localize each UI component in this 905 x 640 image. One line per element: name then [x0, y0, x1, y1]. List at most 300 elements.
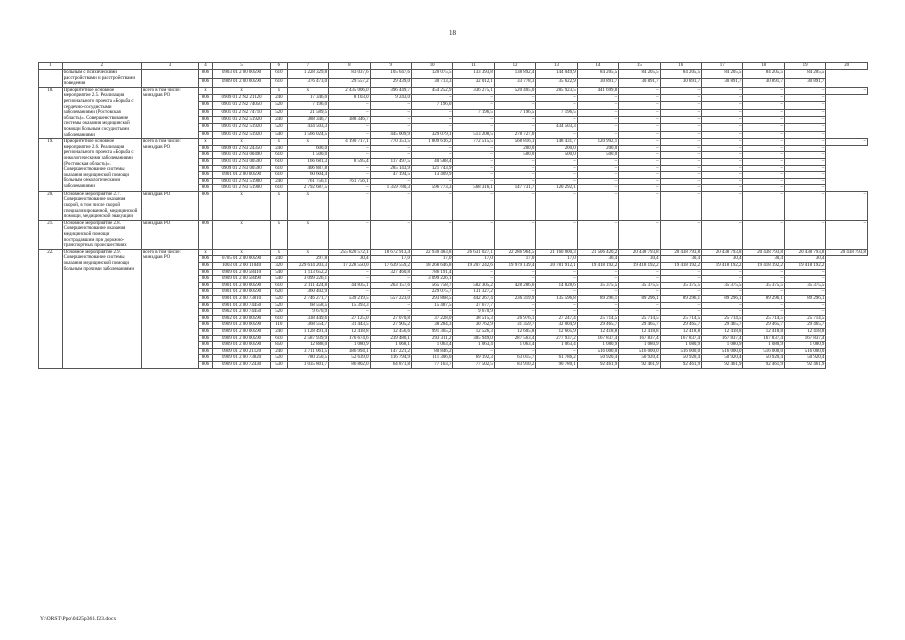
data-cell: 13 409,9	[411, 172, 452, 179]
total-row	[39, 249, 868, 256]
data-cell: 0901 01 2 00 00590	[213, 172, 271, 179]
row-number: 21.	[39, 220, 63, 249]
data-cell: 89 296,1	[660, 295, 701, 302]
data-cell: –	[660, 185, 701, 192]
data-cell: 89 296,1	[577, 295, 618, 302]
data-cell: 285 143,9	[370, 165, 411, 172]
data-cell: 50 920,4	[619, 355, 660, 362]
data-cell: 31 359,7	[494, 322, 535, 329]
data-cell: 806	[198, 102, 212, 109]
data-cell: 7 196,0	[411, 102, 452, 109]
data-cell: 25 714,5	[702, 315, 743, 322]
data-cell: –	[536, 289, 577, 296]
data-cell: –	[660, 124, 701, 131]
data-cell: 539 219,5	[329, 295, 370, 302]
data-cell: 806	[198, 289, 212, 296]
data-cell: 167 837,4	[743, 335, 784, 342]
total-cell: –	[577, 220, 618, 249]
data-cell: –	[660, 145, 701, 152]
column-number-row	[39, 63, 868, 70]
total-cell: –	[826, 139, 868, 146]
data-cell: 0909 01 2 00 00590	[213, 335, 271, 342]
data-cell: –	[702, 289, 743, 296]
data-cell: –	[619, 185, 660, 192]
data-cell: 806	[198, 348, 212, 355]
data-cell: –	[577, 178, 618, 185]
data-cell: 29 557,2	[329, 78, 370, 87]
total-cell: –	[619, 139, 660, 146]
total-cell: –	[826, 87, 868, 94]
data-cell: –	[329, 269, 370, 276]
data-cell: –	[494, 117, 535, 124]
data-cell: 2 111 424,8	[287, 282, 328, 289]
data-cell: –	[329, 309, 370, 316]
data-cell: 30 891,7	[702, 78, 743, 87]
data-cell: 77 163,7	[411, 361, 452, 368]
data-cell: 64 871,8	[370, 361, 411, 368]
data-cell: 30,4	[329, 256, 370, 263]
data-cell: –	[411, 95, 452, 102]
data-cell: –	[577, 276, 618, 283]
data-cell: 806	[198, 355, 212, 362]
data-cell: 1 080,9	[577, 342, 618, 349]
data-cell: –	[577, 95, 618, 102]
data-cell: 806	[198, 315, 212, 322]
total-cell: 770 351,5	[370, 139, 411, 146]
data-cell: –	[743, 302, 784, 309]
data-cell: 17,0	[536, 256, 577, 263]
data-cell: 3 099 226,1	[287, 276, 328, 283]
row-number: 19.	[39, 139, 63, 192]
data-cell: 1 080,9	[743, 342, 784, 349]
column-number: 4	[198, 63, 212, 70]
data-cell: –	[453, 276, 494, 283]
data-cell: 0901 01 2 00 74450	[213, 302, 271, 309]
total-cell: 568 816,1	[494, 139, 535, 146]
data-cell: 806	[198, 78, 212, 87]
data-cell: 37 228,0	[411, 315, 452, 322]
data-cell: –	[411, 145, 452, 152]
data-cell: 9 670,9	[287, 309, 328, 316]
total-cell: –	[660, 87, 701, 94]
total-cell: –	[784, 191, 825, 220]
data-cell: –	[536, 309, 577, 316]
data-cell: 32 012,1	[453, 78, 494, 87]
data-cell: 806	[198, 95, 212, 102]
data-cell: 92 461,9	[577, 361, 618, 368]
executor-label	[142, 70, 199, 88]
data-cell: –	[453, 348, 494, 355]
total-cell: x	[213, 249, 271, 256]
data-cell: 50 920,4	[660, 355, 701, 362]
data-cell: 610	[271, 70, 288, 79]
total-cell: x	[198, 249, 212, 256]
total-cell: 336 275,1	[453, 87, 494, 94]
data-cell: –	[702, 152, 743, 159]
data-cell: 806	[198, 165, 212, 172]
data-cell: –	[411, 117, 452, 124]
total-cell: x	[287, 220, 328, 249]
data-cell: 329 079,1	[411, 131, 452, 138]
data-cell: 0901 01 2 N3 00490	[213, 152, 271, 159]
total-cell: 396 449,7	[370, 87, 411, 94]
data-cell: 147 221,2	[370, 348, 411, 355]
data-cell: –	[702, 172, 743, 179]
data-cell: 530	[271, 361, 288, 368]
data-cell: 7 196,0	[287, 102, 328, 109]
data-cell: –	[411, 109, 452, 116]
data-cell: 786 191,4	[411, 269, 452, 276]
data-cell: 33 778,3	[494, 78, 535, 87]
data-cell: 35 375,5	[702, 282, 743, 289]
data-cell: 83 910,2	[494, 361, 535, 368]
data-cell: 0909 01 2 N2 21120	[213, 95, 271, 102]
data-cell: 29 465,7	[784, 322, 825, 329]
data-cell: 12 456,6	[370, 328, 411, 335]
data-cell: –	[743, 102, 784, 109]
data-cell: 131 327,2	[453, 289, 494, 296]
data-cell: –	[743, 185, 784, 192]
data-cell: 445 009,9	[370, 131, 411, 138]
total-cell: x	[271, 249, 288, 256]
data-cell: 806	[198, 295, 212, 302]
data-cell: –	[619, 152, 660, 159]
data-cell: 8 595,4	[329, 158, 370, 165]
total-cell: –	[702, 220, 743, 249]
data-cell: 89 296,1	[702, 295, 743, 302]
data-cell: –	[536, 269, 577, 276]
data-cell: –	[494, 348, 535, 355]
data-cell: 19 418 192,2	[660, 263, 701, 270]
data-cell: 120 075,5	[411, 70, 452, 79]
column-number: 16	[660, 63, 701, 70]
data-cell: 29 465,7	[577, 322, 618, 329]
total-cell: –	[329, 220, 370, 249]
data-cell: –	[577, 309, 618, 316]
data-cell: 92 461,9	[784, 361, 825, 368]
data-cell: 516 000,0	[577, 348, 618, 355]
data-cell: 52 639,0	[329, 355, 370, 362]
data-cell: –	[577, 158, 618, 165]
data-cell: 806	[198, 276, 212, 283]
total-cell: 21 160 000,3	[536, 249, 577, 256]
data-cell: 60 604,4	[287, 172, 328, 179]
data-cell: 167 837,4	[660, 335, 701, 342]
total-cell: x	[198, 139, 212, 146]
data-cell: –	[784, 289, 825, 296]
data-cell: 388 346,7	[329, 117, 370, 124]
data-cell: 32 004,9	[536, 322, 577, 329]
data-cell: 40 588,4	[411, 158, 452, 165]
data-cell: 89 296,1	[784, 295, 825, 302]
data-cell: –	[453, 165, 494, 172]
data-cell: –	[619, 302, 660, 309]
data-cell: 520	[271, 124, 288, 131]
data-cell: 19 979 139,4	[494, 263, 535, 270]
data-cell: 35 375,5	[743, 282, 784, 289]
data-cell: 500,0	[494, 152, 535, 159]
data-cell: –	[660, 178, 701, 185]
data-cell: 30,4	[743, 256, 784, 263]
data-cell: 1 080,9	[702, 342, 743, 349]
data-cell: 297,8	[287, 256, 328, 263]
data-cell: 12 418,8	[784, 328, 825, 335]
data-cell: 7 196,5	[453, 109, 494, 116]
total-cell: –	[702, 191, 743, 220]
data-cell: –	[702, 309, 743, 316]
total-cell: –	[453, 220, 494, 249]
data-cell: 29 439,0	[370, 78, 411, 87]
data-cell: 0901 01 2 N2 51920	[213, 131, 271, 138]
column-number: 2	[62, 63, 141, 70]
data-cell: –	[702, 117, 743, 124]
data-cell: 12 888,0	[287, 342, 328, 349]
data-cell: 376 473,0	[287, 78, 328, 87]
data-cell: 50 920,4	[702, 355, 743, 362]
data-cell: 21 589,5	[287, 109, 328, 116]
data-cell: 38 284,3	[411, 322, 452, 329]
data-cell: –	[743, 276, 784, 283]
data-cell: 27 070,8	[370, 315, 411, 322]
data-cell: 111 306,0	[411, 355, 452, 362]
row-number: 22.	[39, 249, 63, 368]
data-cell: 0901 01 2 00 00590	[213, 282, 271, 289]
data-cell: 17,0	[370, 256, 411, 263]
data-cell: 86 802,0	[329, 361, 370, 368]
data-cell: 293 868,5	[411, 295, 452, 302]
data-cell: 277 937,2	[536, 335, 577, 342]
data-cell: –	[619, 95, 660, 102]
data-cell: –	[329, 165, 370, 172]
data-cell: 89 296,1	[619, 295, 660, 302]
row-number: 18.	[39, 87, 63, 138]
data-cell: 516 000,0	[702, 348, 743, 355]
data-cell: 0901 01 2 00 73010	[213, 295, 271, 302]
data-cell: –	[743, 124, 784, 131]
measure-title: Основное мероприятие 2.7. Совершенствование оказания скорой, в том числе скорой специализированной, медицинской помощи, медицинской эвакуации	[62, 191, 141, 220]
data-cell: 520	[271, 102, 288, 109]
total-row	[39, 139, 868, 146]
data-cell: 806	[198, 269, 212, 276]
data-cell: –	[619, 309, 660, 316]
total-cell: –	[660, 139, 701, 146]
data-cell: –	[784, 131, 825, 138]
total-cell: 2 435 006,0	[329, 87, 370, 94]
data-cell: 806	[198, 117, 212, 124]
data-cell: 25 714,5	[577, 315, 618, 322]
data-cell: 84 205,5	[784, 70, 825, 79]
data-cell: 200,0	[536, 145, 577, 152]
data-cell: 0909 01 2 00 72430	[213, 361, 271, 368]
total-cell: –	[453, 191, 494, 220]
data-cell: 0901 01 2 N2 74050	[213, 102, 271, 109]
data-cell: –	[577, 172, 618, 179]
total-row	[39, 191, 868, 220]
data-cell: 610	[271, 185, 288, 192]
total-cell: –	[826, 191, 868, 220]
data-cell: –	[702, 158, 743, 165]
data-cell: –	[536, 165, 577, 172]
data-cell: 167 837,4	[702, 335, 743, 342]
total-cell: –	[660, 191, 701, 220]
total-cell: 454 252,9	[411, 87, 452, 94]
data-cell: –	[702, 185, 743, 192]
total-cell: –	[702, 87, 743, 94]
data-cell: –	[370, 178, 411, 185]
data-cell: 596 773,3	[411, 185, 452, 192]
data-cell: 610	[271, 335, 288, 342]
data-cell: 144 049,9	[536, 70, 577, 79]
data-cell: –	[619, 172, 660, 179]
data-cell: 806	[198, 185, 212, 192]
total-cell: –	[411, 220, 452, 249]
total-cell: –	[536, 220, 577, 249]
total-cell: –	[743, 139, 784, 146]
data-cell: –	[453, 158, 494, 165]
data-cell: 806	[198, 109, 212, 116]
total-cell: 20 438 793,8	[702, 249, 743, 256]
data-cell: 8 103,0	[329, 95, 370, 102]
data-cell: –	[453, 269, 494, 276]
total-cell: 441 699,8	[577, 87, 618, 94]
data-cell: –	[370, 124, 411, 131]
data-cell: 240	[271, 178, 288, 185]
total-cell: –	[536, 191, 577, 220]
data-cell: 806	[198, 335, 212, 342]
data-cell: 7 196,5	[536, 109, 577, 116]
data-cell: –	[702, 95, 743, 102]
data-cell: 110	[271, 322, 288, 329]
data-cell: 17 639 559,2	[370, 263, 411, 270]
data-cell: 2 792 687,5	[287, 185, 328, 192]
data-cell: –	[453, 145, 494, 152]
total-cell: –	[577, 191, 618, 220]
budget-table	[38, 62, 868, 369]
data-cell: 516 000,0	[619, 348, 660, 355]
data-cell: 92 461,9	[660, 361, 701, 368]
column-number: 15	[619, 63, 660, 70]
data-cell: –	[619, 131, 660, 138]
data-cell: 29 465,7	[702, 322, 743, 329]
column-number: 8	[329, 63, 370, 70]
data-cell: 27 905,2	[370, 322, 411, 329]
data-cell: –	[453, 95, 494, 102]
data-cell: 229 075,7	[411, 289, 452, 296]
data-cell: 2 746 271,7	[287, 295, 328, 302]
data-cell: –	[743, 178, 784, 185]
data-cell: 9 670,9	[453, 309, 494, 316]
data-cell: –	[660, 309, 701, 316]
data-cell: 806	[198, 361, 212, 368]
data-cell: –	[577, 109, 618, 116]
data-cell: –	[784, 309, 825, 316]
total-cell: x	[198, 87, 212, 94]
data-cell: –	[660, 165, 701, 172]
data-cell: –	[411, 124, 452, 131]
data-cell: 806	[198, 158, 212, 165]
data-cell: 540	[271, 269, 288, 276]
data-cell: –	[784, 102, 825, 109]
data-cell: 610	[271, 172, 288, 179]
data-cell: –	[411, 152, 452, 159]
footer-file-path: Y:\ORST\Ppo\0425p361.f23.docx	[40, 616, 117, 622]
data-cell: 167 837,4	[577, 335, 618, 342]
data-cell: 240	[271, 256, 288, 263]
total-cell: x	[287, 191, 328, 220]
total-cell: –	[743, 87, 784, 94]
total-cell: 20 438 793,8	[826, 249, 868, 256]
data-cell: 287 563,4	[494, 335, 535, 342]
data-cell: 25 714,5	[619, 315, 660, 322]
data-cell: 15 393,3	[329, 302, 370, 309]
data-cell: 31 443,5	[329, 322, 370, 329]
data-cell: 12 605,8	[494, 328, 535, 335]
data-cell: 520	[271, 309, 288, 316]
total-cell: –	[411, 191, 452, 220]
data-cell: –	[743, 309, 784, 316]
data-cell: 0909 01 2 N3 24350	[213, 145, 271, 152]
data-cell: –	[536, 302, 577, 309]
total-cell: –	[370, 220, 411, 249]
total-cell: 120 992,1	[577, 139, 618, 146]
data-cell: 386 994,1	[329, 348, 370, 355]
total-cell: x	[213, 87, 271, 94]
data-cell: 0909 01 2 00 21120	[213, 348, 271, 355]
data-cell: 513 208,5	[453, 131, 494, 138]
data-cell: 92 461,9	[619, 361, 660, 368]
total-cell: 255 820 572,1	[329, 249, 370, 256]
data-cell: 520	[271, 355, 288, 362]
data-cell: 167 837,4	[619, 335, 660, 342]
data-cell: 0901 01 2 N3 51900	[213, 178, 271, 185]
data-cell: 30,4	[577, 256, 618, 263]
data-cell: –	[660, 109, 701, 116]
data-cell: –	[660, 95, 701, 102]
total-cell: –	[660, 220, 701, 249]
data-cell: –	[494, 102, 535, 109]
total-cell: 1 809 616,2	[411, 139, 452, 146]
data-cell: –	[743, 172, 784, 179]
data-cell: –	[784, 152, 825, 159]
data-cell: –	[743, 152, 784, 159]
data-cell: –	[702, 145, 743, 152]
data-cell: –	[536, 178, 577, 185]
total-cell: –	[826, 220, 868, 249]
data-cell: 2 587 939,9	[287, 335, 328, 342]
data-cell: 121 743,9	[411, 165, 452, 172]
data-cell: 30 891,7	[743, 78, 784, 87]
data-cell: 520	[271, 302, 288, 309]
data-cell: 35 375,5	[619, 282, 660, 289]
data-cell: –	[453, 172, 494, 179]
column-number: 9	[370, 63, 411, 70]
data-cell: –	[494, 269, 535, 276]
data-cell: 806	[198, 152, 212, 159]
data-cell: 0909 01 2 N3 00590	[213, 165, 271, 172]
data-cell: 30 891,7	[784, 78, 825, 87]
data-cell: –	[329, 145, 370, 152]
data-cell: –	[702, 131, 743, 138]
data-cell: 327 460,8	[370, 269, 411, 276]
data-cell: 12 418,8	[702, 328, 743, 335]
data-cell: –	[743, 269, 784, 276]
data-cell: 428 286,6	[494, 282, 535, 289]
data-cell: 12 418,8	[329, 328, 370, 335]
data-cell: –	[619, 276, 660, 283]
data-cell: –	[660, 276, 701, 283]
data-cell: –	[577, 124, 618, 131]
executor-label: всего в том числе: минздрав РО	[142, 139, 199, 192]
